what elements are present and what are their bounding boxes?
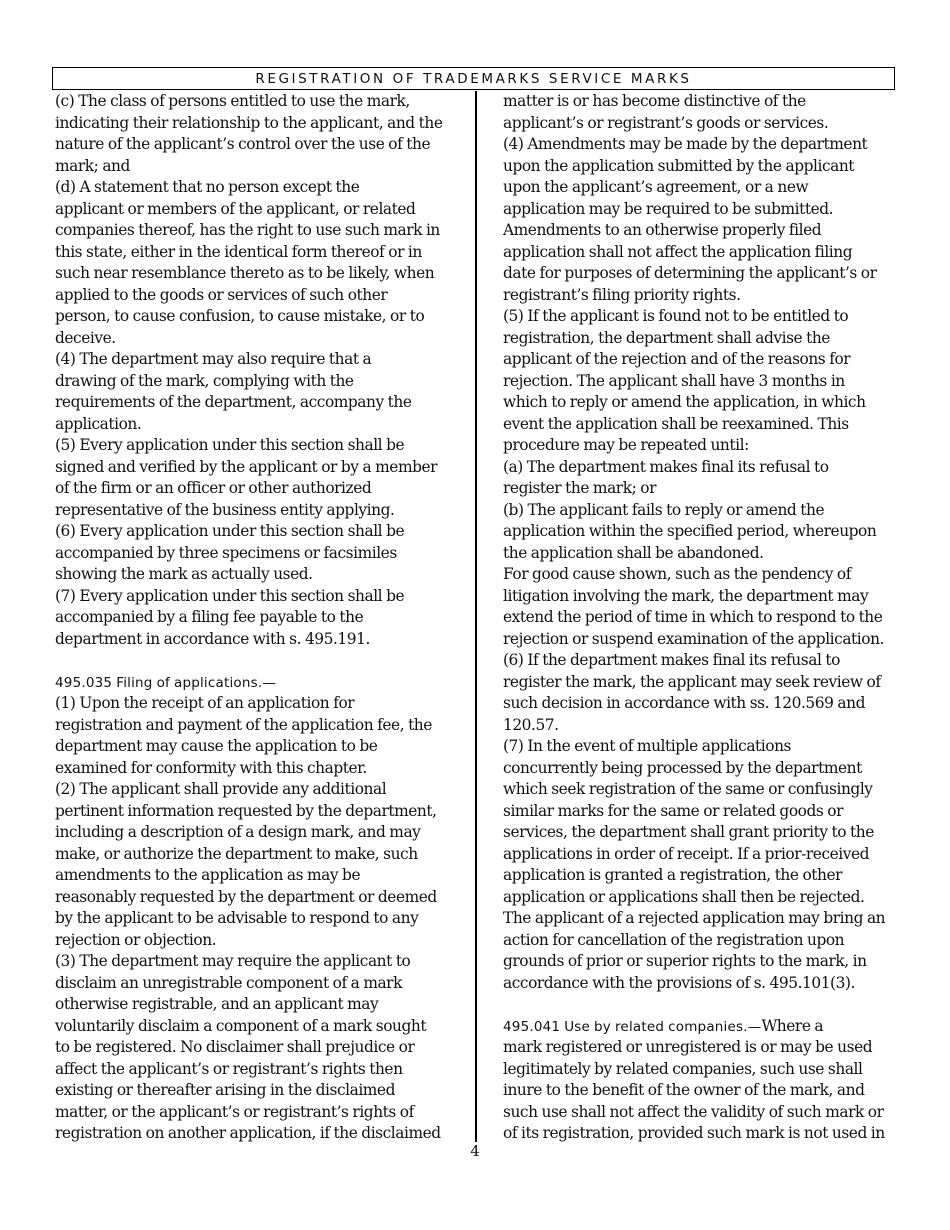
section-heading-text: 495.041 Use by related companies.—: [503, 1018, 762, 1035]
text-line: services, the department shall grant priority to the: [503, 823, 874, 841]
running-header: REGISTRATION OF TRADEMARKS SERVICE MARKS: [52, 67, 895, 90]
text-line: application is granted a registration, the other: [503, 866, 843, 884]
text-line: (7) In the event of multiple applications: [503, 737, 791, 755]
text-line: accompanied by three specimens or facsimiles: [55, 543, 397, 562]
text-line: deceive.: [55, 328, 116, 347]
text-line: (6) Every application under this section shall be: [55, 522, 405, 540]
text-line: rejection or objection.: [55, 930, 217, 949]
text-line: (c) The class of persons entitled to use the mark,: [55, 92, 410, 110]
text-line: this state, either in the identical form thereof or in: [55, 242, 422, 261]
right-section-body: [503, 1037, 898, 1145]
text-line: Amendments to an otherwise properly filed: [503, 221, 822, 239]
text-line: (2) The applicant shall provide any additional: [55, 780, 387, 798]
left-paragraph-block: [55, 91, 450, 650]
text-line: rejection. The applicant shall have 3 months in: [503, 371, 845, 390]
text-line: drawing of the mark, complying with the: [55, 371, 354, 390]
text-line: mark registered or unregistered is or may be used: [503, 1038, 873, 1056]
section-heading-495-035: [55, 672, 450, 694]
spacer: [503, 994, 898, 1016]
text-line: event the application shall be reexamined. This: [503, 414, 849, 433]
text-line: existing or thereafter arising in the disclaimed: [55, 1081, 395, 1099]
text-line: rejection or suspend examination of the application.: [503, 629, 884, 648]
text-line: application shall not affect the application filing: [503, 242, 853, 261]
left-section-body: [55, 693, 450, 1145]
section-body-start: Where a: [761, 1016, 824, 1035]
text-line: application within the specified period, whereupon: [503, 522, 877, 540]
text-line: register the mark, the applicant may seek review of: [503, 672, 881, 691]
text-line: voluntarily disclaim a component of a mark sought: [55, 1016, 427, 1035]
text-line: otherwise registrable, and an applicant may: [55, 995, 379, 1013]
text-line: representative of the business entity applying.: [55, 500, 395, 519]
column-divider: [475, 91, 477, 1142]
text-line: (4) Amendments may be made by the department: [503, 135, 868, 153]
text-line: showing the mark as actually used.: [55, 565, 313, 583]
text-line: application.: [55, 414, 142, 433]
text-line: applicant of the rejection and of the reasons for: [503, 350, 851, 368]
text-line: The applicant of a rejected application may bring an: [503, 909, 886, 927]
text-line: indicating their relationship to the applicant, and the: [55, 113, 443, 132]
text-line: which to reply or amend the application, in which: [503, 393, 866, 411]
text-line: the application shall be abandoned.: [503, 543, 764, 562]
text-line: registrant’s filing priority rights.: [503, 285, 741, 304]
text-line: (d) A statement that no person except the: [55, 178, 360, 196]
text-line: application or applications shall then be rejected.: [503, 887, 865, 906]
text-line: department may cause the application to be: [55, 737, 378, 755]
text-line: concurrently being processed by the department: [503, 758, 862, 777]
text-line: reasonably requested by the department or deemed: [55, 887, 437, 906]
text-line: (a) The department makes final its refusal to: [503, 457, 829, 476]
left-column: [55, 91, 450, 1145]
section-heading-495-041: [503, 1016, 898, 1038]
text-line: companies thereof, has the right to use such mark in: [55, 221, 440, 239]
text-line: registration and payment of the application fee, the: [55, 715, 432, 734]
page-number: 4: [470, 1142, 480, 1160]
text-line: inure to the benefit of the owner of the mark, and: [503, 1081, 865, 1099]
text-line: which seek registration of the same or confusingly: [503, 780, 873, 798]
text-line: matter, or the applicant’s or registrant’s rights of: [55, 1102, 414, 1121]
text-line: signed and verified by the applicant or by a member: [55, 457, 438, 476]
text-line: disclaim an unregistrable component of a mark: [55, 973, 402, 992]
text-line: similar marks for the same or related goods or: [503, 801, 843, 820]
text-line: affect the applicant’s or registrant’s rights then: [55, 1059, 403, 1078]
text-line: pertinent information requested by the department,: [55, 801, 437, 820]
text-line: grounds of prior or superior rights to the mark, in: [503, 952, 867, 970]
text-line: such decision in accordance with ss. 120.569 and: [503, 694, 865, 712]
text-line: upon the applicant’s agreement, or a new: [503, 178, 809, 196]
text-line: person, to cause confusion, to cause mistake, or to: [55, 307, 425, 325]
text-line: such near resemblance thereto as to be likely, when: [55, 264, 435, 282]
right-column: [503, 91, 898, 1145]
text-line: of its registration, provided such mark is not used in: [503, 1124, 885, 1142]
text-line: mark; and: [55, 156, 130, 175]
text-line: applicant’s or registrant’s goods or services.: [503, 113, 829, 132]
text-line: matter is or has become distinctive of the: [503, 92, 806, 110]
text-line: litigation involving the mark, the department may: [503, 586, 869, 605]
text-line: upon the application submitted by the applicant: [503, 156, 855, 175]
text-line: amendments to the application as may be: [55, 866, 361, 884]
text-line: department in accordance with s. 495.191.: [55, 629, 370, 648]
text-line: accompanied by a filing fee payable to the: [55, 608, 364, 626]
text-line: of the firm or an officer or other authorized: [55, 479, 372, 497]
text-line: by the applicant to be advisable to respond to any: [55, 909, 419, 927]
text-line: (5) Every application under this section shall be: [55, 436, 405, 454]
text-line: including a description of a design mark, and may: [55, 823, 421, 841]
text-line: date for purposes of determining the applicant’s or: [503, 264, 877, 282]
text-line: (3) The department may require the applicant to: [55, 952, 411, 970]
section-heading-text: 495.035 Filing of applications.—: [55, 674, 277, 691]
text-line: application may be required to be submitted.: [503, 199, 834, 218]
text-line: (6) If the department makes final its refusal to: [503, 651, 840, 669]
text-line: registration, the department shall advise the: [503, 328, 830, 347]
text-line: For good cause shown, such as the pendency of: [503, 565, 851, 583]
text-line: action for cancellation of the registration upon: [503, 930, 845, 949]
text-line: register the mark; or: [503, 479, 656, 497]
text-line: (b) The applicant fails to reply or amend the: [503, 500, 825, 519]
text-line: (4) The department may also require that a: [55, 350, 372, 368]
right-paragraph-block: [503, 91, 898, 994]
text-line: nature of the applicant’s control over the use of the: [55, 135, 431, 153]
text-line: such use shall not affect the validity of such mark or: [503, 1102, 884, 1121]
text-line: (1) Upon the receipt of an application for: [55, 694, 355, 712]
text-line: (5) If the applicant is found not to be entitled to: [503, 307, 849, 325]
text-line: extend the period of time in which to respond to the: [503, 608, 883, 626]
text-line: applications in order of receipt. If a prior-received: [503, 844, 870, 863]
text-line: 120.57.: [503, 715, 559, 734]
text-line: to be registered. No disclaimer shall prejudice or: [55, 1038, 415, 1056]
text-line: applicant or members of the applicant, or related: [55, 199, 416, 218]
text-line: applied to the goods or services of such other: [55, 285, 388, 304]
text-line: registration on another application, if the disclaimed: [55, 1124, 441, 1142]
text-line: procedure may be repeated until:: [503, 436, 749, 454]
text-line: make, or authorize the department to make, such: [55, 844, 418, 863]
text-line: examined for conformity with this chapter.: [55, 758, 367, 777]
text-line: legitimately by related companies, such use shall: [503, 1059, 863, 1078]
text-line: requirements of the department, accompany the: [55, 393, 412, 411]
spacer: [55, 650, 450, 672]
text-line: accordance with the provisions of s. 495.101(3).: [503, 973, 855, 992]
text-line: (7) Every application under this section shall be: [55, 586, 405, 605]
